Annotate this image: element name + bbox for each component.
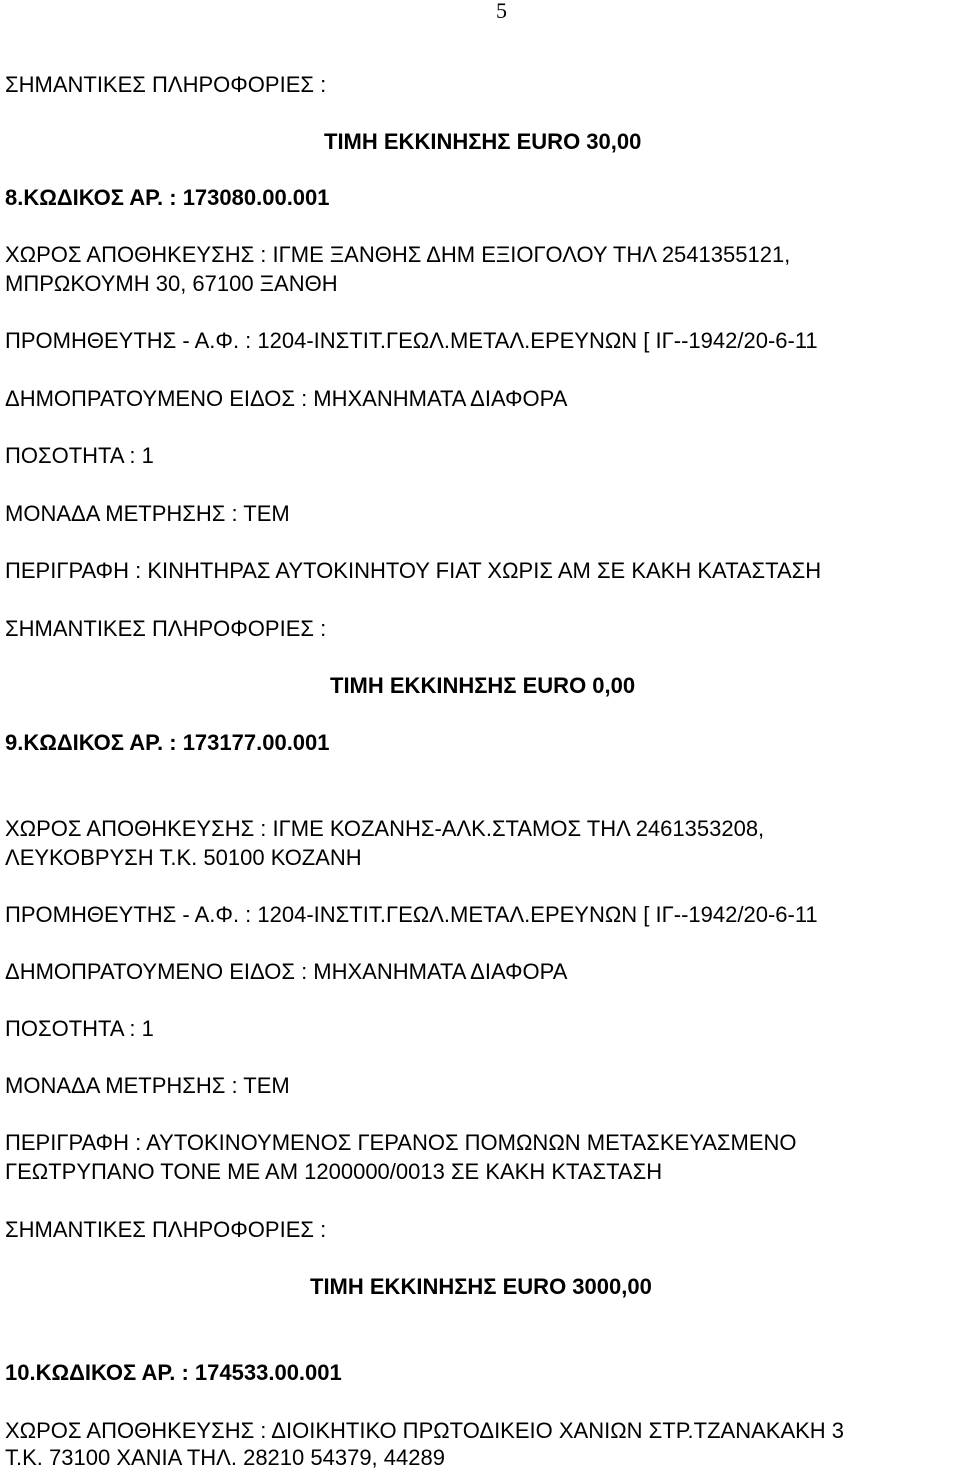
supplier: ΠΡΟΜΗΘΕΥΤΗΣ - Α.Φ. : 1204-ΙΝΣΤΙΤ.ΓΕΩΛ.ΜΕΤΑΛ.ΕΡΕΥΝΩΝ [ ΙΓ--1942/20-6-11 [5,328,818,353]
quantity: ΠΟΣΟΤΗΤΑ : 1 [5,1016,154,1041]
storage-location-cont: ΛΕΥΚΟΒΡΥΣΗ Τ.Κ. 50100 ΚΟΖΑΝΗ [5,845,362,870]
item-code: 9.ΚΩΔΙΚΟΣ ΑΡ. : 173177.00.001 [5,730,330,755]
page-number: 5 [496,0,507,23]
notes-label: ΣΗΜΑΝΤΙΚΕΣ ΠΛΗΡΟΦΟΡΙΕΣ : [5,72,327,97]
starting-price: ΤΙΜΗ ΕΚΚΙΝΗΣΗΣ EURO 0,00 [330,673,636,698]
item-type: ΔΗΜΟΠΡΑΤΟΥΜΕΝΟ ΕΙΔΟΣ : ΜΗΧΑΝΗΜΑΤΑ ΔΙΑΦΟΡΑ [5,959,568,984]
item-code: 10.ΚΩΔΙΚΟΣ ΑΡ. : 174533.00.001 [5,1360,342,1385]
item-code: 8.ΚΩΔΙΚΟΣ ΑΡ. : 173080.00.001 [5,185,330,210]
storage-location-cont: Τ.Κ. 73100 ΧΑΝΙΑ ΤΗΛ. 28210 54379, 44289 [5,1445,445,1470]
unit-of-measure: ΜΟΝΑΔΑ ΜΕΤΡΗΣΗΣ : ΤΕΜ [5,501,290,526]
description: ΠΕΡΙΓΡΑΦΗ : ΑΥΤΟΚΙΝΟΥΜΕΝΟΣ ΓΕΡΑΝΟΣ ΠΟΜΩΝΩΝ ΜΕΤΑΣΚΕΥΑΣΜΕΝΟ [5,1130,797,1155]
storage-location: ΧΩΡΟΣ ΑΠΟΘΗΚΕΥΣΗΣ : ΙΓΜΕ ΚΟΖΑΝΗΣ-ΑΛΚ.ΣΤΑΜΟΣ ΤΗΛ 2461353208, [5,816,765,841]
storage-location: ΧΩΡΟΣ ΑΠΟΘΗΚΕΥΣΗΣ : ΔΙΟΙΚΗΤΙΚΟ ΠΡΩΤΟΔΙΚΕΙΟ ΧΑΝΙΩΝ ΣΤΡ.ΤΖΑΝΑΚΑΚΗ 3 [5,1418,845,1443]
item-type: ΔΗΜΟΠΡΑΤΟΥΜΕΝΟ ΕΙΔΟΣ : ΜΗΧΑΝΗΜΑΤΑ ΔΙΑΦΟΡΑ [5,386,568,411]
notes-label: ΣΗΜΑΝΤΙΚΕΣ ΠΛΗΡΟΦΟΡΙΕΣ : [5,616,327,641]
storage-location-cont: ΜΠΡΩΚΟΥΜΗ 30, 67100 ΞΑΝΘΗ [5,271,338,296]
storage-location: ΧΩΡΟΣ ΑΠΟΘΗΚΕΥΣΗΣ : ΙΓΜΕ ΞΑΝΘΗΣ ΔΗΜ ΕΞΙΟΓΟΛΟΥ ΤΗΛ 2541355121, [5,242,791,267]
starting-price: ΤΙΜΗ ΕΚΚΙΝΗΣΗΣ EURO 3000,00 [310,1274,652,1299]
starting-price: ΤΙΜΗ ΕΚΚΙΝΗΣΗΣ EURO 30,00 [324,129,642,154]
description-cont: ΓΕΩΤΡΥΠΑΝΟ ΤΟΝΕ ΜΕ ΑΜ 1200000/0013 ΣΕ ΚΑΚΗ ΚΤΑΣΤΑΣΗ [5,1159,663,1184]
supplier: ΠΡΟΜΗΘΕΥΤΗΣ - Α.Φ. : 1204-ΙΝΣΤΙΤ.ΓΕΩΛ.ΜΕΤΑΛ.ΕΡΕΥΝΩΝ [ ΙΓ--1942/20-6-11 [5,902,818,927]
description: ΠΕΡΙΓΡΑΦΗ : ΚΙΝΗΤΗΡΑΣ ΑΥΤΟΚΙΝΗΤΟΥ FIAT ΧΩΡΙΣ ΑΜ ΣΕ ΚΑΚΗ ΚΑΤΑΣΤΑΣΗ [5,558,822,583]
quantity: ΠΟΣΟΤΗΤΑ : 1 [5,443,154,468]
notes-label: ΣΗΜΑΝΤΙΚΕΣ ΠΛΗΡΟΦΟΡΙΕΣ : [5,1217,327,1242]
unit-of-measure: ΜΟΝΑΔΑ ΜΕΤΡΗΣΗΣ : ΤΕΜ [5,1073,290,1098]
